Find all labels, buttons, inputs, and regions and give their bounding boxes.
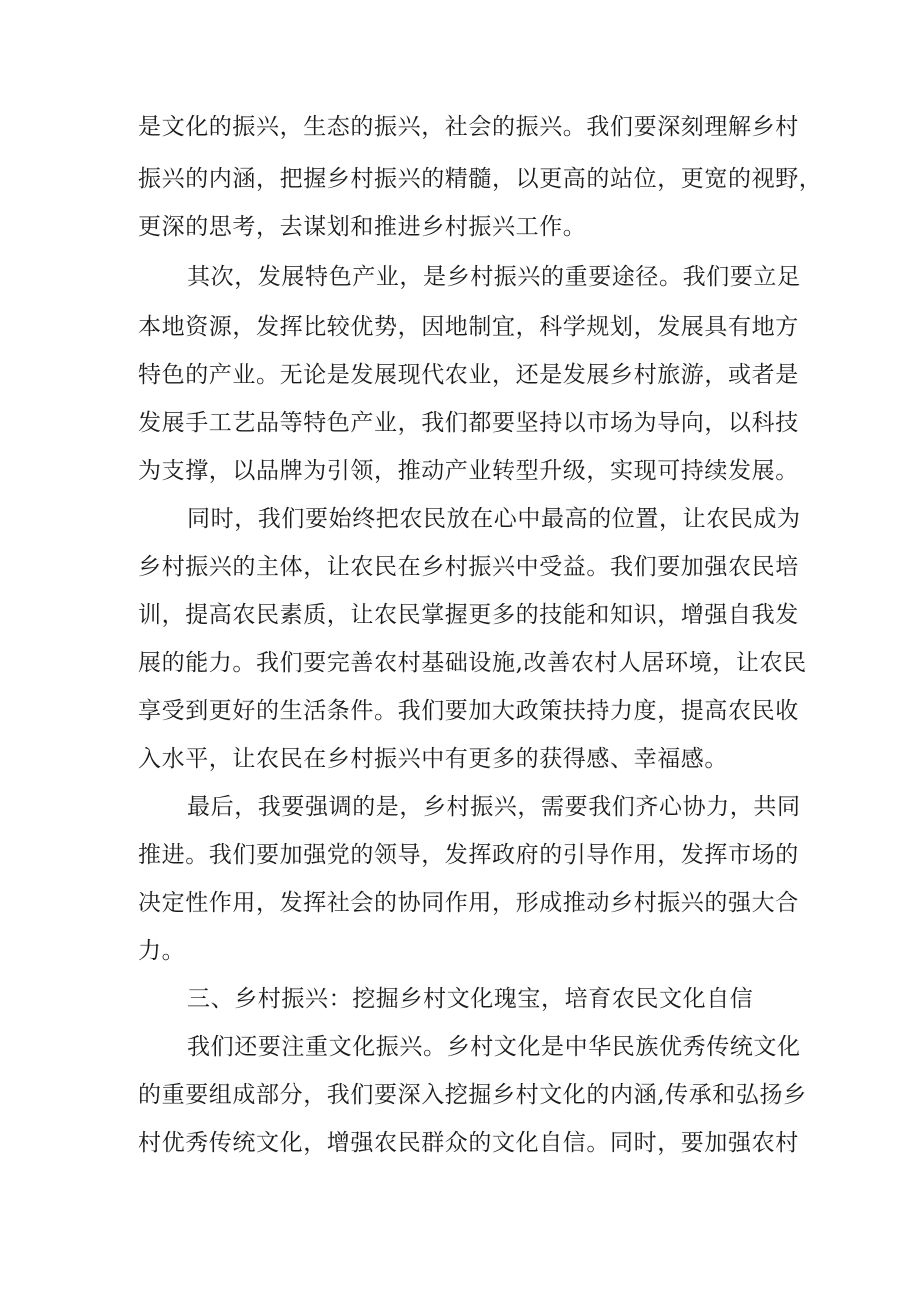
text-line: 力。	[138, 938, 186, 964]
text-line: 享受到更好的生活条件。我们要加大政策扶持力度，提高农民收	[138, 698, 799, 724]
paragraph-start-line: 同时，我们要始终把农民放在心中最高的位置，让农民成为	[187, 506, 801, 532]
paragraph-start-line: 我们还要注重文化振兴。乡村文化是中华民族优秀传统文化	[187, 1034, 801, 1060]
text-line: 特色的产业。无论是发展现代农业，还是发展乡村旅游，或者是	[138, 362, 799, 388]
text-line: 决定性作用，发挥社会的协同作用，形成推动乡村振兴的强大合	[138, 890, 799, 916]
paragraph-start-line: 其次，发展特色产业，是乡村振兴的重要途径。我们要立足	[187, 264, 801, 290]
text-line: 更深的思考，去谋划和推进乡村振兴工作。	[138, 214, 587, 240]
text-line: 发展手工艺品等特色产业，我们都要坚持以市场为导向，以科技	[138, 410, 799, 436]
text-line: 村优秀传统文化，增强农民群众的文化自信。同时，要加强农村	[138, 1130, 799, 1156]
paragraph-start-line: 最后，我要强调的是，乡村振兴，需要我们齐心协力，共同	[187, 794, 801, 820]
text-line: 入水平，让农民在乡村振兴中有更多的获得感、幸福感。	[138, 746, 728, 772]
text-line: 本地资源，发挥比较优势，因地制宜，科学规划，发展具有地方	[138, 314, 799, 340]
text-line: 是文化的振兴，生态的振兴，社会的振兴。我们要深刻理解乡村	[138, 114, 799, 140]
text-line: 训，提高农民素质，让农民掌握更多的技能和知识，增强自我发	[138, 602, 799, 628]
text-line: 的重要组成部分，我们要深入挖掘乡村文化的内涵,传承和弘扬乡	[138, 1082, 807, 1108]
section-heading: 三、乡村振兴：挖掘乡村文化瑰宝，培育农民文化自信	[187, 986, 754, 1012]
text-line: 推进。我们要加强党的领导，发挥政府的引导作用，发挥市场的	[138, 842, 799, 868]
text-line: 展的能力。我们要完善农村基础设施,改善农村人居环境，让农民	[138, 650, 807, 676]
text-line: 为支撑，以品牌为引领，推动产业转型升级，实现可持续发展。	[138, 458, 799, 484]
text-line: 振兴的内涵，把握乡村振兴的精髓，以更高的站位，更宽的视野，	[138, 166, 823, 192]
text-line: 乡村振兴的主体，让农民在乡村振兴中受益。我们要加强农民培	[138, 554, 799, 580]
